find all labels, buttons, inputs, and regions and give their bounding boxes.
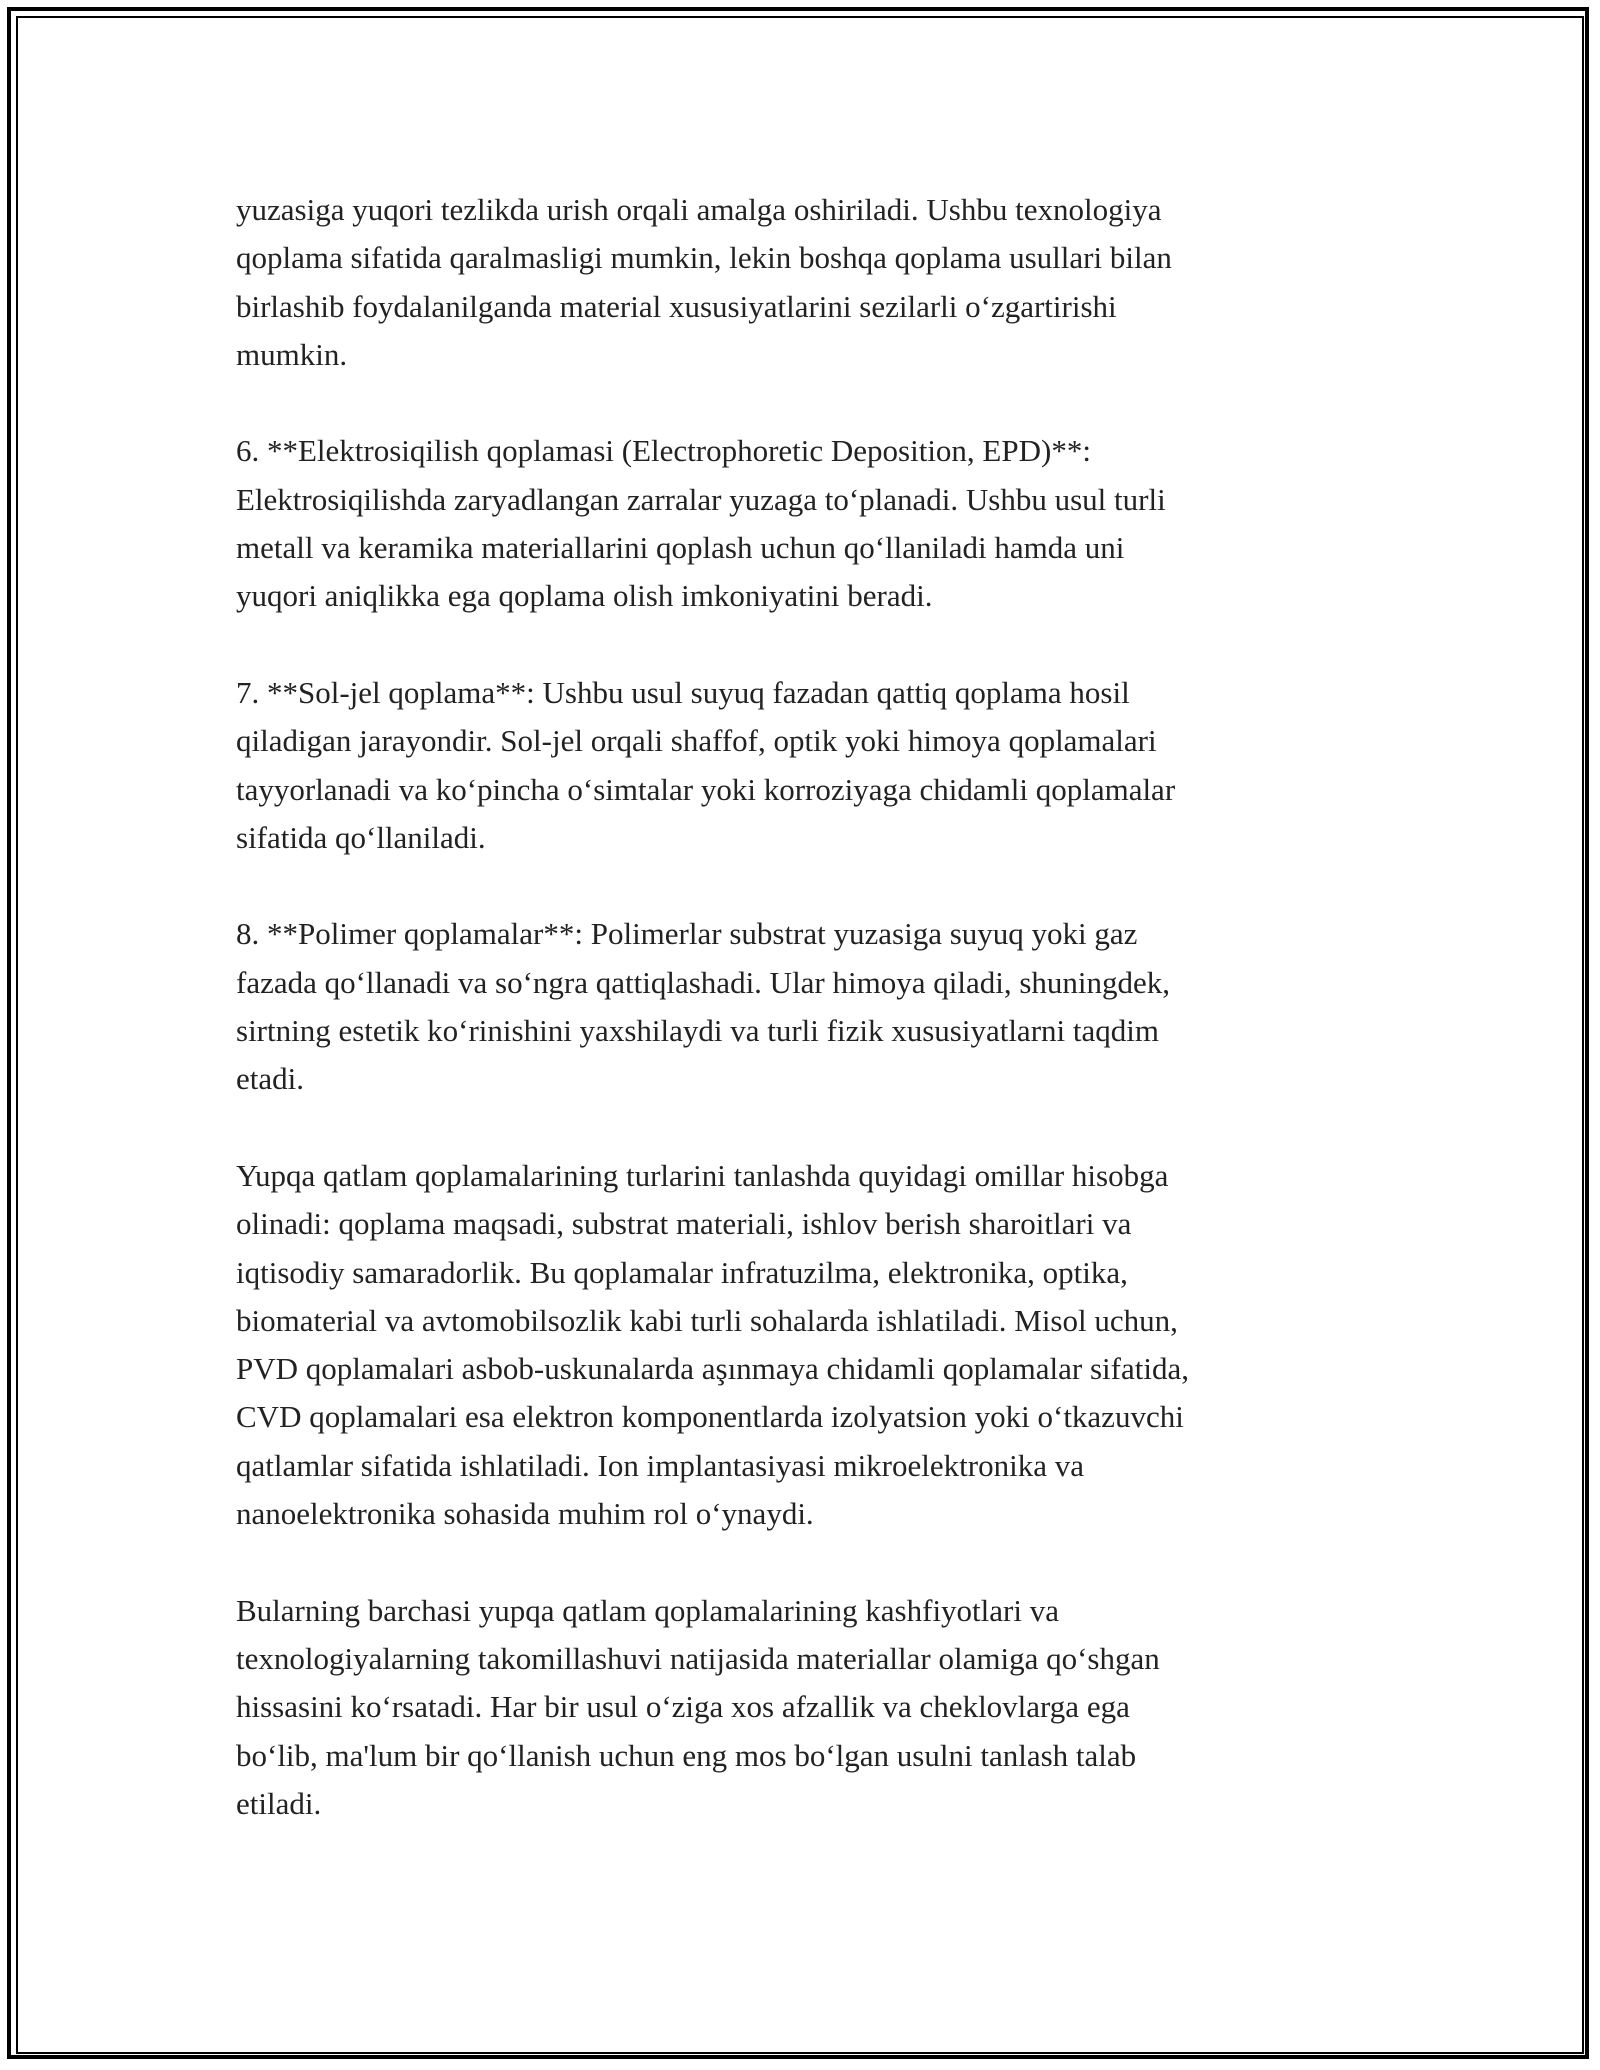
text-line: yuqori aniqlikka ega qoplama olish imkoniyatini beradi. [236, 578, 933, 614]
text-line: sirtning estetik ko‘rinishini yaxshilaydi va turli fizik xususiyatlarni taqdim [236, 1013, 1159, 1049]
paragraph-continuation [236, 186, 1376, 379]
text-line: fazada qo‘llanadi va so‘ngra qattiqlashadi. Ular himoya qiladi, shuningdek, [236, 964, 1171, 1000]
text-line: tayyorlanadi va ko‘pincha o‘simtalar yoki korroziyaga chidamli qoplamalar [236, 771, 1176, 807]
text-line: etiladi. [236, 1785, 322, 1821]
text-line: etadi. [236, 1061, 304, 1097]
text-line: PVD qoplamalari asbob-uskunalarda aşınmaya chidamli qoplamalar sifatida, [236, 1351, 1189, 1387]
text-line: Bularning barchasi yupqa qatlam qoplamalarining kashfiyotlari va [236, 1592, 1059, 1628]
text-line: mumkin. [236, 336, 348, 372]
text-line: hissasini ko‘rsatadi. Har bir usul o‘ziga xos afzallik va cheklovlarga ega [236, 1689, 1130, 1725]
text-line: qatlamlar sifatida ishlatiladi. Ion implantasiyasi mikroelektronika va [236, 1447, 1084, 1483]
text-line: olinadi: qoplama maqsadi, substrat materiali, ishlov berish sharoitlari va [236, 1206, 1132, 1242]
text-line: bo‘lib, ma'lum bir qo‘llanish uchun eng mos bo‘lgan usulni tanlash talab [236, 1737, 1137, 1773]
text-line: birlashib foydalanilganda material xususiyatlarini sezilarli o‘zgartirishi [236, 288, 1117, 324]
text-line: Yupqa qatlam qoplamalarining turlarini tanlashda quyidagi omillar hisobga [236, 1157, 1169, 1193]
text-line: Elektrosiqilishda zaryadlangan zarralar yuzaga to‘planadi. Ushbu usul turli [236, 481, 1166, 517]
text-line: CVD qoplamalari esa elektron komponentlarda izolyatsion yoki o‘tkazuvchi [236, 1399, 1184, 1435]
text-line: sifatida qo‘llaniladi. [236, 819, 486, 855]
text-line: texnologiyalarning takomillashuvi natijasida materiallar olamiga qo‘shgan [236, 1640, 1160, 1676]
text-line: qoplama sifatida qaralmasligi mumkin, lekin boshqa qoplama usullari bilan [236, 240, 1172, 276]
paragraph-item-6 [236, 427, 1376, 620]
text-line: yuzasiga yuqori tezlikda urish orqali amalga oshiriladi. Ushbu texnologiya [236, 192, 1162, 227]
text-line: iqtisodiy samaradorlik. Bu qoplamalar infratuzilma, elektronika, optika, [236, 1254, 1128, 1290]
paragraph-selection-factors [236, 1152, 1376, 1538]
paragraph-item-8 [236, 910, 1376, 1103]
text-line: 7. **Sol-jel qoplama**: Ushbu usul suyuq fazadan qattiq qoplama hosil [236, 674, 1130, 710]
text-line: 6. **Elektrosiqilish qoplamasi (Electrophoretic Deposition, EPD)**: [236, 433, 1091, 469]
text-line: qiladigan jarayondir. Sol-jel orqali shaffof, optik yoki himoya qoplamalari [236, 723, 1157, 759]
document-body [236, 186, 1376, 1876]
text-line: 8. **Polimer qoplamalar**: Polimerlar substrat yuzasiga suyuq yoki gaz [236, 916, 1138, 952]
paragraph-item-7 [236, 669, 1376, 862]
text-line: biomaterial va avtomobilsozlik kabi turli sohalarda ishlatiladi. Misol uchun, [236, 1302, 1178, 1338]
text-line: nanoelektronika sohasida muhim rol o‘ynaydi. [236, 1496, 814, 1532]
paragraph-conclusion [236, 1587, 1376, 1828]
text-line: metall va keramika materiallarini qoplash uchun qo‘llaniladi hamda uni [236, 530, 1125, 566]
